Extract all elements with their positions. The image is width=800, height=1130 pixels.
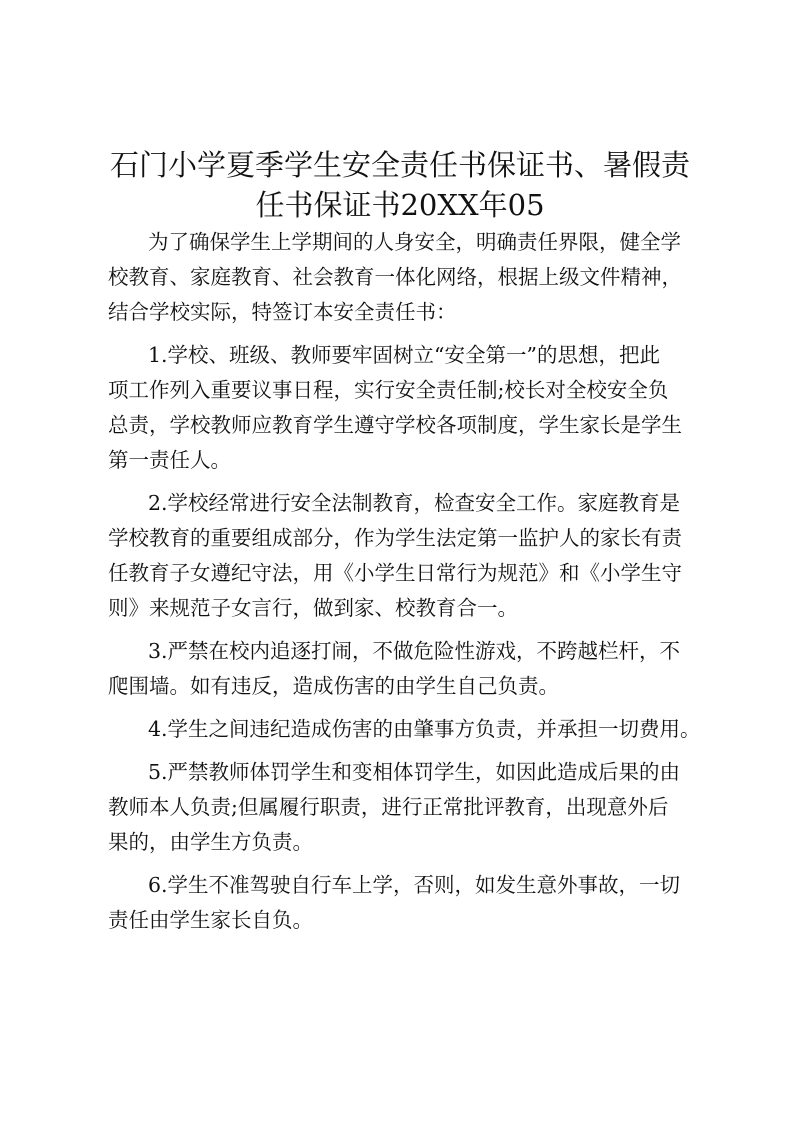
paragraph-line: 第一责任人。 xyxy=(108,448,231,472)
paragraph-line: 爬围墙。如有违反，造成伤害的由学生自己负责。 xyxy=(108,674,559,698)
paragraph-line: 责任由学生家长自负。 xyxy=(108,908,313,932)
paragraph-line: 2.学校经常进行安全法制教育，检查安全工作。家庭教育是 xyxy=(148,491,681,515)
paragraph-line: 学校教育的重要组成部分，作为学生法定第一监护人的家长有责 xyxy=(108,526,682,550)
paragraph-line: 为了确保学生上学期间的人身安全，明确责任界限，健全学 xyxy=(148,230,681,254)
paragraph-line: 项工作列入重要议事日程，实行安全责任制;校长对全校安全负 xyxy=(108,378,669,402)
document-body xyxy=(108,225,708,946)
paragraph-item-4 xyxy=(108,712,708,747)
paragraph-line: 教师本人负责;但属履行职责，进行正常批评教育，出现意外后 xyxy=(108,795,669,819)
paragraph-line: 结合学校实际，特签订本安全责任书： xyxy=(108,300,457,324)
paragraph-item-1 xyxy=(108,338,708,478)
paragraph-item-5 xyxy=(108,755,708,860)
paragraph-item-6 xyxy=(108,868,708,938)
title-line: 任书保证书20XX年05 xyxy=(255,188,545,222)
paragraph-item-2 xyxy=(108,486,708,626)
title-line: 石门小学夏季学生安全责任书保证书、暑假责 xyxy=(109,148,690,182)
paragraph-intro xyxy=(108,225,708,330)
paragraph-line: 3.严禁在校内追逐打闹，不做危险性游戏，不跨越栏杆，不 xyxy=(148,639,681,663)
paragraph-line: 4.学生之间违纪造成伤害的由肇事方负责，并承担一切费用。 xyxy=(148,717,701,741)
paragraph-line: 则》来规范子女言行，做到家、校教育合一。 xyxy=(108,596,518,620)
paragraph-item-3 xyxy=(108,634,708,704)
paragraph-line: 总责，学校教师应教育学生遵守学校各项制度，学生家长是学生 xyxy=(108,413,682,437)
paragraph-line: 6.学生不准驾驶自行车上学，否则，如发生意外事故，一切 xyxy=(148,873,681,897)
paragraph-line: 校教育、家庭教育、社会教育一体化网络，根据上级文件精神， xyxy=(108,265,682,289)
paragraph-line: 1.学校、班级、教师要牢固树立“安全第一”的思想，把此 xyxy=(148,343,661,367)
paragraph-line: 果的，由学生方负责。 xyxy=(108,830,313,854)
document-title xyxy=(60,145,740,225)
paragraph-line: 5.严禁教师体罚学生和变相体罚学生，如因此造成后果的由 xyxy=(148,760,681,784)
paragraph-line: 任教育子女遵纪守法，用《小学生日常行为规范》和《小学生守 xyxy=(108,561,682,585)
